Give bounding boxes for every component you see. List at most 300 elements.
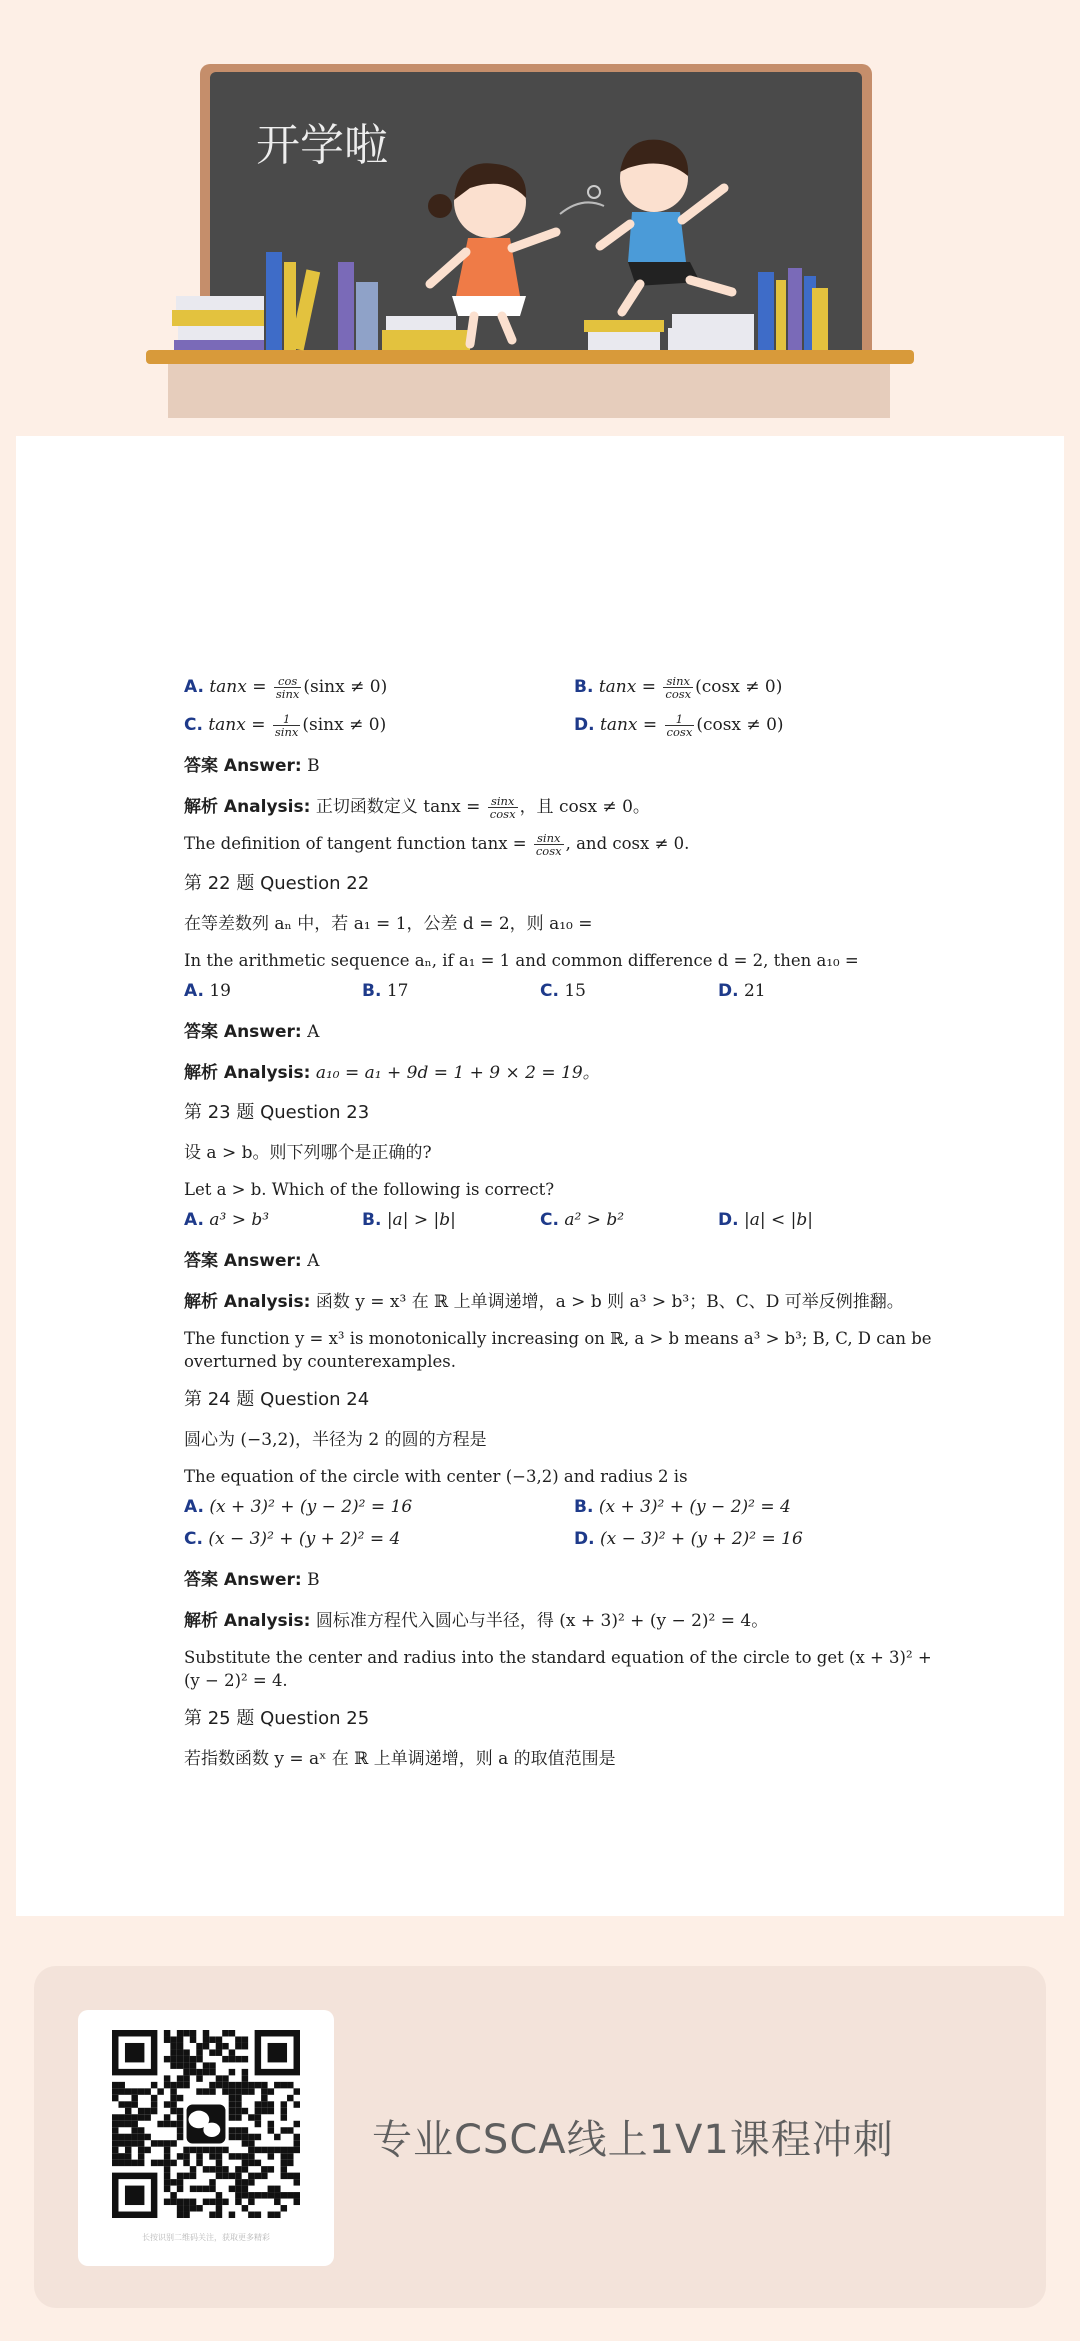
qr-module	[131, 2101, 137, 2107]
qr-module	[203, 2036, 209, 2042]
qr-module	[229, 2049, 235, 2055]
qr-module	[138, 2108, 144, 2114]
qr-module	[229, 2114, 235, 2120]
qr-module	[112, 2134, 118, 2140]
qr-module	[190, 2147, 196, 2153]
qr-module	[196, 2147, 202, 2153]
qr-module	[151, 2140, 157, 2146]
qr-module	[190, 2205, 196, 2211]
qr-module	[229, 2082, 235, 2088]
qr-module	[209, 2199, 215, 2205]
q23-options	[184, 1207, 944, 1233]
fraction: $\frac{\sin x}{\cos x}$	[535, 831, 562, 858]
qr-module	[261, 2108, 267, 2114]
qr-module	[157, 2160, 163, 2166]
qr-module	[131, 2134, 137, 2140]
q22-title: 第 22 题 Question 22	[184, 873, 370, 894]
q22-option-d: D. 21	[718, 981, 766, 1001]
qr-module	[157, 2088, 163, 2094]
qr-module	[203, 2186, 209, 2192]
qr-module	[242, 2160, 248, 2166]
qr-module	[170, 2062, 176, 2068]
qr-module	[209, 2147, 215, 2153]
q22-option-b: B. 17	[362, 981, 409, 1001]
qr-module	[242, 2186, 248, 2192]
qr-module	[125, 2134, 131, 2140]
qr-module	[125, 2101, 131, 2107]
wechat-bubble	[203, 2123, 220, 2137]
qr-finder	[125, 2043, 144, 2062]
qr-module	[274, 2212, 280, 2218]
cabinet	[168, 360, 890, 418]
qr-module	[235, 2082, 241, 2088]
qr-module	[190, 2030, 196, 2036]
qr-module	[177, 2134, 183, 2140]
qr-module	[164, 2121, 170, 2127]
q21-option-d: D. tanx = $\frac{1}{\cos x}$ (cosx ≠ 0)	[574, 712, 784, 739]
qr-module	[281, 2205, 287, 2211]
qr-module	[118, 2160, 124, 2166]
qr-module	[203, 2199, 209, 2205]
qr-module	[281, 2101, 287, 2107]
qr-module	[190, 2062, 196, 2068]
qr-module	[164, 2140, 170, 2146]
q24-option-c: C. (x − 3)² + (y + 2)² = 4	[184, 1529, 401, 1549]
qr-module	[216, 2160, 222, 2166]
qr-module	[170, 2082, 176, 2088]
qr-module	[203, 2147, 209, 2153]
qr-module	[261, 2147, 267, 2153]
qr-module	[138, 2088, 144, 2094]
qr-module	[235, 2095, 241, 2101]
qr-module	[196, 2160, 202, 2166]
q21-analysis-cn: 解析 Analysis: 正切函数定义 tanx = $\frac{\sin x}{\cos x}$ ，且 cosx ≠ 0。	[184, 794, 650, 821]
qr-module	[190, 2056, 196, 2062]
qr-module	[235, 2114, 241, 2120]
qr-module	[170, 2179, 176, 2185]
qr-module	[235, 2036, 241, 2042]
chalkboard-illustration	[0, 0, 1080, 430]
qr-module	[229, 2108, 235, 2114]
qr-module	[235, 2166, 241, 2172]
qr-module	[255, 2160, 261, 2166]
qr-module	[216, 2049, 222, 2055]
qr-module	[131, 2095, 137, 2101]
qr-module	[151, 2095, 157, 2101]
q22-option-c: C. 15	[540, 981, 586, 1001]
qr-module	[235, 2127, 241, 2133]
qr-module	[229, 2095, 235, 2101]
qr-module	[235, 2179, 241, 2185]
q24-option-b: B. (x + 3)² + (y − 2)² = 4	[574, 1497, 791, 1517]
qr-module	[294, 2134, 300, 2140]
qr-module	[183, 2075, 189, 2081]
qr-module	[281, 2153, 287, 2159]
qr-module	[170, 2199, 176, 2205]
qr-module	[248, 2147, 254, 2153]
qr-module	[112, 2127, 118, 2133]
qr-module	[177, 2108, 183, 2114]
qr-module	[222, 2043, 228, 2049]
qr-module	[164, 2082, 170, 2088]
qr-code-icon[interactable]	[112, 2030, 300, 2218]
qr-module	[294, 2140, 300, 2146]
qr-module	[268, 2186, 274, 2192]
qr-module	[261, 2082, 267, 2088]
qr-module	[216, 2043, 222, 2049]
qr-module	[235, 2088, 241, 2094]
qr-module	[190, 2173, 196, 2179]
qr-finder	[125, 2186, 144, 2205]
qr-module	[177, 2056, 183, 2062]
qr-module	[216, 2082, 222, 2088]
qr-module	[125, 2114, 131, 2120]
qr-module	[248, 2179, 254, 2185]
qr-module	[268, 2147, 274, 2153]
qr-module	[229, 2186, 235, 2192]
qr-module	[248, 2134, 254, 2140]
qr-module	[209, 2088, 215, 2094]
qr-module	[229, 2173, 235, 2179]
shelf	[146, 350, 914, 364]
qr-module	[118, 2101, 124, 2107]
q22-option-a: A. 19	[184, 981, 231, 1001]
qr-module	[125, 2108, 131, 2114]
qr-module	[177, 2062, 183, 2068]
qr-module	[255, 2101, 261, 2107]
qr-module	[268, 2108, 274, 2114]
qr-module	[112, 2114, 118, 2120]
q22-text-cn: 在等差数列 aₙ 中，若 a₁ = 1，公差 d = 2，则 a₁₀ =	[184, 914, 593, 934]
qr-module	[190, 2036, 196, 2042]
q23-analysis-en: The function y = x³ is monotonically increasing on ℝ, a > b means a³ > b³; B, C, D can be overturned by counterexamples.	[184, 1329, 932, 1371]
hero-illustration	[0, 0, 1080, 430]
qr-module	[235, 2043, 241, 2049]
question-content	[184, 674, 944, 1772]
qr-module	[177, 2049, 183, 2055]
qr-module	[242, 2043, 248, 2049]
qr-module	[242, 2205, 248, 2211]
q25-title: 第 25 题 Question 25	[184, 1708, 370, 1729]
qr-module	[229, 2069, 235, 2075]
qr-module	[170, 2101, 176, 2107]
qr-module	[242, 2056, 248, 2062]
qr-module	[255, 2147, 261, 2153]
qr-module	[222, 2030, 228, 2036]
qr-module	[138, 2160, 144, 2166]
qr-module	[294, 2121, 300, 2127]
qr-module	[157, 2121, 163, 2127]
qr-module	[125, 2121, 131, 2127]
qr-module	[242, 2140, 248, 2146]
fraction: $\frac{\sin x}{\cos x}$	[665, 674, 692, 701]
qr-module	[138, 2127, 144, 2133]
qr-module	[177, 2095, 183, 2101]
qr-module	[196, 2153, 202, 2159]
qr-module	[112, 2082, 118, 2088]
qr-module	[268, 2153, 274, 2159]
q23-option-c: C. a² > b²	[540, 1210, 625, 1230]
qr-module	[164, 2101, 170, 2107]
qr-module	[281, 2160, 287, 2166]
qr-module	[209, 2082, 215, 2088]
qr-module	[229, 2101, 235, 2107]
qr-module	[274, 2192, 280, 2198]
qr-module	[242, 2153, 248, 2159]
qr-module	[261, 2166, 267, 2172]
qr-module	[177, 2036, 183, 2042]
qr-module	[196, 2043, 202, 2049]
qr-module	[138, 2153, 144, 2159]
qr-module	[255, 2134, 261, 2140]
q24-title: 第 24 题 Question 24	[184, 1389, 370, 1410]
qr-module	[196, 2205, 202, 2211]
qr-module	[125, 2140, 131, 2146]
qr-module	[242, 2088, 248, 2094]
q21-option-c: C. tanx = $\frac{1}{\sin x}$ (sinx ≠ 0)	[184, 712, 387, 739]
qr-module	[261, 2101, 267, 2107]
qr-module	[255, 2108, 261, 2114]
qr-module	[216, 2212, 222, 2218]
qr-module	[177, 2186, 183, 2192]
qr-module	[170, 2049, 176, 2055]
qr-module	[216, 2173, 222, 2179]
qr-module	[261, 2173, 267, 2179]
qr-module	[229, 2134, 235, 2140]
qr-module	[209, 2153, 215, 2159]
qr-module	[281, 2192, 287, 2198]
qr-module	[294, 2173, 300, 2179]
qr-module	[235, 2101, 241, 2107]
qr-module	[242, 2082, 248, 2088]
qr-module	[177, 2212, 183, 2218]
fraction: $\frac{\cos}{\sin x}$	[275, 674, 300, 701]
qr-module	[229, 2127, 235, 2133]
q21-answer: 答案 Answer: B	[184, 756, 320, 776]
qr-module	[229, 2056, 235, 2062]
qr-module	[170, 2056, 176, 2062]
qr-module	[203, 2166, 209, 2172]
qr-module	[144, 2147, 150, 2153]
q24-option-a: A. (x + 3)² + (y − 2)² = 16	[184, 1497, 413, 1517]
qr-module	[287, 2173, 293, 2179]
qr-module	[235, 2199, 241, 2205]
qr-module	[190, 2199, 196, 2205]
qr-module	[248, 2173, 254, 2179]
qr-module	[274, 2186, 280, 2192]
q24-answer: 答案 Answer: B	[184, 1570, 320, 1590]
qr-module	[164, 2186, 170, 2192]
qr-module	[177, 2043, 183, 2049]
qr-module	[183, 2153, 189, 2159]
qr-module	[261, 2192, 267, 2198]
qr-module	[268, 2127, 274, 2133]
qr-module	[248, 2192, 254, 2198]
qr-module	[183, 2160, 189, 2166]
qr-module	[222, 2088, 228, 2094]
qr-module	[118, 2082, 124, 2088]
qr-module	[229, 2030, 235, 2036]
qr-module	[138, 2140, 144, 2146]
qr-module	[151, 2108, 157, 2114]
promo-card	[34, 1966, 1046, 2308]
qr-module	[216, 2147, 222, 2153]
qr-module	[255, 2212, 261, 2218]
qr-module	[209, 2062, 215, 2068]
question-panel	[16, 436, 1064, 1916]
fraction: $\frac{\sin x}{\cos x}$	[489, 794, 516, 821]
qr-module	[268, 2166, 274, 2172]
qr-module	[164, 2153, 170, 2159]
qr-module	[222, 2075, 228, 2081]
qr-module	[261, 2088, 267, 2094]
qr-module	[177, 2030, 183, 2036]
qr-module	[112, 2121, 118, 2127]
qr-module	[242, 2179, 248, 2185]
qr-module	[248, 2140, 254, 2146]
qr-module	[177, 2153, 183, 2159]
qr-module	[151, 2082, 157, 2088]
qr-module	[196, 2075, 202, 2081]
qr-module	[268, 2212, 274, 2218]
qr-module	[177, 2114, 183, 2120]
qr-module	[216, 2205, 222, 2211]
qr-module	[216, 2166, 222, 2172]
qr-module	[138, 2147, 144, 2153]
qr-module	[229, 2088, 235, 2094]
qr-module	[248, 2088, 254, 2094]
q22-options	[184, 978, 944, 1004]
qr-module	[235, 2153, 241, 2159]
qr-module	[229, 2153, 235, 2159]
qr-module	[248, 2114, 254, 2120]
board-text: 开学啦	[256, 120, 388, 171]
q23-text-cn: 设 a > b。则下列哪个是正确的?	[184, 1143, 432, 1163]
qr-module	[294, 2199, 300, 2205]
qr-module	[268, 2088, 274, 2094]
qr-module	[177, 2199, 183, 2205]
qr-module	[235, 2173, 241, 2179]
qr-module	[177, 2173, 183, 2179]
qr-module	[183, 2205, 189, 2211]
qr-module	[112, 2160, 118, 2166]
qr-module	[222, 2199, 228, 2205]
qr-module	[112, 2095, 118, 2101]
qr-module	[287, 2147, 293, 2153]
qr-module	[170, 2036, 176, 2042]
qr-module	[190, 2186, 196, 2192]
qr-module	[209, 2186, 215, 2192]
qr-module	[177, 2179, 183, 2185]
qr-module	[112, 2140, 118, 2146]
qr-module	[222, 2056, 228, 2062]
qr-module	[170, 2192, 176, 2198]
q23-title: 第 23 题 Question 23	[184, 1102, 370, 1123]
qr-module	[190, 2166, 196, 2172]
qr-module	[242, 2134, 248, 2140]
fraction: $\frac{1}{\cos x}$	[666, 712, 693, 739]
qr-module	[242, 2127, 248, 2133]
qr-module	[118, 2121, 124, 2127]
qr-module	[235, 2108, 241, 2114]
qr-module	[131, 2127, 137, 2133]
promo-title: 专业CSCA线上1V1课程冲刺	[372, 2117, 894, 2163]
q21-option-a: A. tanx = $\frac{\cos}{\sin x}$ (sinx ≠ 0)	[184, 674, 388, 701]
qr-module	[125, 2153, 131, 2159]
qr-module	[216, 2192, 222, 2198]
qr-module	[248, 2199, 254, 2205]
qr-module	[183, 2030, 189, 2036]
qr-module	[268, 2121, 274, 2127]
qr-module	[125, 2147, 131, 2153]
qr-module	[177, 2075, 183, 2081]
qr-code-card[interactable]	[78, 2010, 334, 2266]
qr-module	[183, 2082, 189, 2088]
qr-module	[287, 2153, 293, 2159]
qr-module	[164, 2147, 170, 2153]
qr-module	[203, 2030, 209, 2036]
qr-module	[164, 2173, 170, 2179]
qr-module	[261, 2095, 267, 2101]
qr-module	[216, 2036, 222, 2042]
qr-module	[170, 2121, 176, 2127]
qr-module	[118, 2140, 124, 2146]
qr-module	[274, 2199, 280, 2205]
qr-module	[170, 2160, 176, 2166]
qr-module	[281, 2173, 287, 2179]
qr-module	[235, 2134, 241, 2140]
qr-module	[294, 2088, 300, 2094]
qr-module	[268, 2192, 274, 2198]
qr-module	[203, 2062, 209, 2068]
qr-module	[222, 2082, 228, 2088]
q24-analysis-cn: 解析 Analysis: 圆标准方程代入圆心与半径，得 (x + 3)² + (y − 2)² = 4。	[184, 1611, 769, 1631]
qr-module	[118, 2088, 124, 2094]
qr-module	[164, 2114, 170, 2120]
q24-text-en: The equation of the circle with center (−3,2) and radius 2 is	[184, 1467, 688, 1486]
qr-module	[112, 2088, 118, 2094]
qr-caption: 长按识别二维码关注，获取更多精彩	[142, 2233, 270, 2242]
qr-module	[151, 2101, 157, 2107]
qr-module	[274, 2147, 280, 2153]
qr-module	[281, 2082, 287, 2088]
q24-analysis-en: Substitute the center and radius into the standard equation of the circle to get (x + 3)² + (y − 2)² = 4.	[184, 1648, 932, 1690]
qr-module	[209, 2049, 215, 2055]
qr-module	[203, 2043, 209, 2049]
qr-module	[255, 2121, 261, 2127]
qr-module	[281, 2147, 287, 2153]
qr-module	[209, 2212, 215, 2218]
qr-module	[144, 2088, 150, 2094]
qr-module	[235, 2056, 241, 2062]
qr-module	[112, 2153, 118, 2159]
qr-module	[170, 2043, 176, 2049]
qr-module	[131, 2088, 137, 2094]
qr-module	[183, 2212, 189, 2218]
qr-module	[248, 2160, 254, 2166]
qr-module	[151, 2160, 157, 2166]
qr-module	[183, 2199, 189, 2205]
qr-module	[229, 2212, 235, 2218]
qr-module	[183, 2062, 189, 2068]
qr-module	[164, 2056, 170, 2062]
qr-module	[112, 2147, 118, 2153]
q25-text-cn: 若指数函数 y = aˣ 在 ℝ 上单调递增，则 a 的取值范围是	[184, 1749, 616, 1769]
q23-option-b: B. |a| > |b|	[362, 1210, 456, 1230]
qr-module	[131, 2160, 137, 2166]
q21-analysis-en: The definition of tangent function tanx = $\frac{\sin x}{\cos x}$ , and cosx ≠ 0.	[184, 831, 690, 858]
qr-module	[248, 2082, 254, 2088]
